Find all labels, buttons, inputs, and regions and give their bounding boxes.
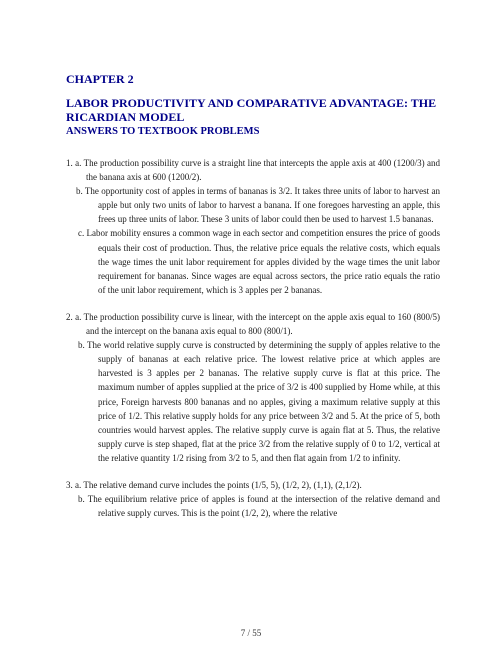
page-number: 7 / 55 <box>240 628 262 638</box>
answer-1c: c. Labor mobility ensures a common wage in each sector and competition ensures the price of goods equals their cost of production. Thus, the relative price equals the relative costs, which equals the wage times the unit labor requirement for apples divided by the wage times the unit labor requirement for bananas. Since wages are equal across sectors, the price ratio equals the ratio of the unit labor requirement, which is 3 apples per 2 bananas. <box>78 228 440 295</box>
answer-2b: b. The world relative supply curve is constructed by determining the supply of apples relative to the supply of bananas at each relative price. The lowest relative price at which apples are harvested is 3 apples per 2 bananas. The relative supply curve is flat at this price. The maximum number of apples supplied at the price of 3/2 is 400 supplied by Home while, at this price, Foreign harvests 800 bananas and no apples, giving a maximum relative supply at this price of 1/2. This relative supply holds for any price between 3/2 and 5. At the price of 5, both countries would harvest apples. The relative supply curve is again flat at 5. Thus, the relative supply curve is step shaped, flat at the price 3/2 from the relative supply of 0 to 1/2, vertical at the relative quantity 1/2 rising from 3/2 to 5, and then flat again from 1/2 to infinity. <box>78 340 440 463</box>
answer-2a: 2. a. The production possibility curve is linear, with the intercept on the apple axis equal to 160 (800/5) and the intercept on the banana axis equal to 800 (800/1). <box>66 311 440 337</box>
answers-body <box>66 156 440 520</box>
section-subtitle: ANSWERS TO TEXTBOOK PROBLEMS <box>66 126 260 137</box>
answer-1a: 1. a. The production possibility curve is a straight line that intercepts the apple axis at 400 (1200/3) and the banana axis at 600 (1200/2). <box>66 158 440 183</box>
answer-3b: b. The equilibrium relative price of apples is found at the intersection of the relative demand and relative supply curves. This is the point (1/2, 2), where the relative <box>78 494 440 519</box>
answer-1b: b. The opportunity cost of apples in terms of bananas is 3/2. It takes three units of labor to harvest an apple but only two units of labor to harvest a banana. If one foregoes harvesting an apple, this frees up three units of labor. These 3 units of labor could then be used to harvest 1.5 bananas. <box>76 186 440 225</box>
chapter-heading: CHAPTER 2 <box>66 72 134 86</box>
chapter-title: LABOR PRODUCTIVITY AND COMPARATIVE ADVANTAGE: THE RICARDIAN MODEL <box>66 96 437 124</box>
answer-3a: 3. a. The relative demand curve includes the points (1/5, 5), (1/2, 2), (1,1), (2,1/2). <box>66 479 362 490</box>
